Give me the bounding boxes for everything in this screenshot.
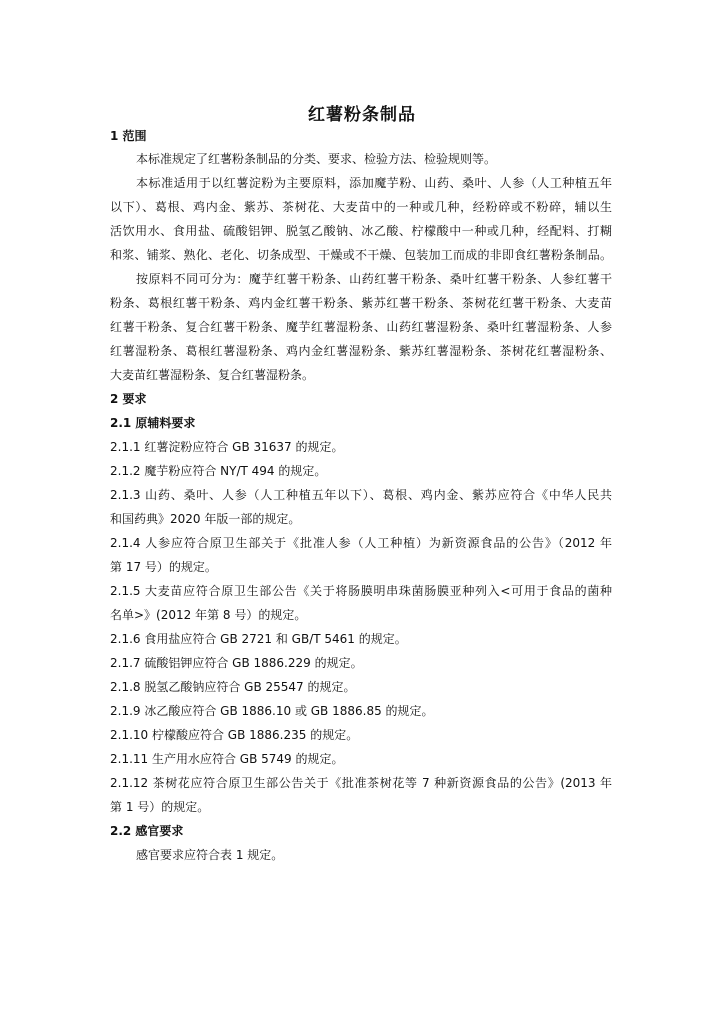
page-title: 红薯粉条制品 [308,105,416,125]
paragraph-line: 感官要求应符合表 1 规定。 [136,848,284,862]
paragraph-line: 按原料不同可分为：魔芋红薯干粉条、山药红薯干粉条、桑叶红薯干粉条、人参红薯干 [136,272,612,286]
clause-line: 2.1.3 山药、桑叶、人参（人工种植五年以下）、葛根、鸡内金、紫苏应符合《中华人民共 [110,488,612,502]
clause-line: 2.1.11 生产用水应符合 GB 5749 的规定。 [110,752,344,766]
section-heading: 1 范围 [110,129,147,143]
clause-line: 2.1.8 脱氢乙酸钠应符合 GB 25547 的规定。 [110,680,356,694]
clause-line: 2.1.9 冰乙酸应符合 GB 1886.10 或 GB 1886.85 的规定。 [110,704,434,718]
paragraph-line: 活饮用水、食用盐、硫酸铝钾、脱氢乙酸钠、冰乙酸、柠檬酸中一种或几种，经配料、打糊 [110,224,612,238]
paragraph-line: 和浆、铺浆、熟化、老化、切条成型、干燥或不干燥、包装加工而成的非即食红薯粉条制品。 [110,248,612,262]
clause-line: 2.1.4 人参应符合原卫生部关于《批准人参（人工种植）为新资源食品的公告》（2012 年 [110,536,612,550]
clause-line: 2.1.12 茶树花应符合原卫生部公告关于《批准茶树花等 7 种新资源食品的公告》(2013 年 [110,776,612,790]
clause-line: 2.1.6 食用盐应符合 GB 2721 和 GB/T 5461 的规定。 [110,632,407,646]
clause-line: 2.1.2 魔芋粉应符合 NY/T 494 的规定。 [110,464,327,478]
section-heading: 2 要求 [110,392,147,406]
paragraph-line: 红薯干粉条、复合红薯干粉条、魔芋红薯湿粉条、山药红薯湿粉条、桑叶红薯湿粉条、人参 [110,320,612,334]
paragraph-line: 大麦苗红薯湿粉条、复合红薯湿粉条。 [110,368,315,382]
paragraph-line: 以下）、葛根、鸡内金、紫苏、茶树花、大麦苗中的一种或几种，经粉碎或不粉碎，辅以生 [110,200,612,214]
clause-line: 2.1.7 硫酸铝钾应符合 GB 1886.229 的规定。 [110,656,363,670]
clause-line: 2.1.1 红薯淀粉应符合 GB 31637 的规定。 [110,440,344,454]
clause-line: 第 17 号）的规定。 [110,560,217,574]
paragraph-line: 红薯湿粉条、葛根红薯湿粉条、鸡内金红薯湿粉条、紫苏红薯湿粉条、茶树花红薯湿粉条、 [110,344,612,358]
clause-line: 名单>》(2012 年第 8 号）的规定。 [110,608,307,622]
clause-line: 2.1.5 大麦苗应符合原卫生部公告《关于将肠膜明串珠菌肠膜亚种列入<可用于食品的菌种 [110,584,612,598]
subsection-heading: 2.1 原辅料要求 [110,416,196,430]
clause-line: 和国药典》2020 年版一部的规定。 [110,512,301,526]
paragraph-line: 粉条、葛根红薯干粉条、鸡内金红薯干粉条、紫苏红薯干粉条、茶树花红薯干粉条、大麦苗 [110,296,612,310]
clause-line: 2.1.10 柠檬酸应符合 GB 1886.235 的规定。 [110,728,359,742]
paragraph-line: 本标准适用于以红薯淀粉为主要原料，添加魔芋粉、山药、桑叶、人参（人工种植五年 [136,176,612,190]
clause-line: 第 1 号）的规定。 [110,800,210,814]
paragraph-line: 本标准规定了红薯粉条制品的分类、要求、检验方法、检验规则等。 [136,152,497,166]
subsection-heading: 2.2 感官要求 [110,824,184,838]
